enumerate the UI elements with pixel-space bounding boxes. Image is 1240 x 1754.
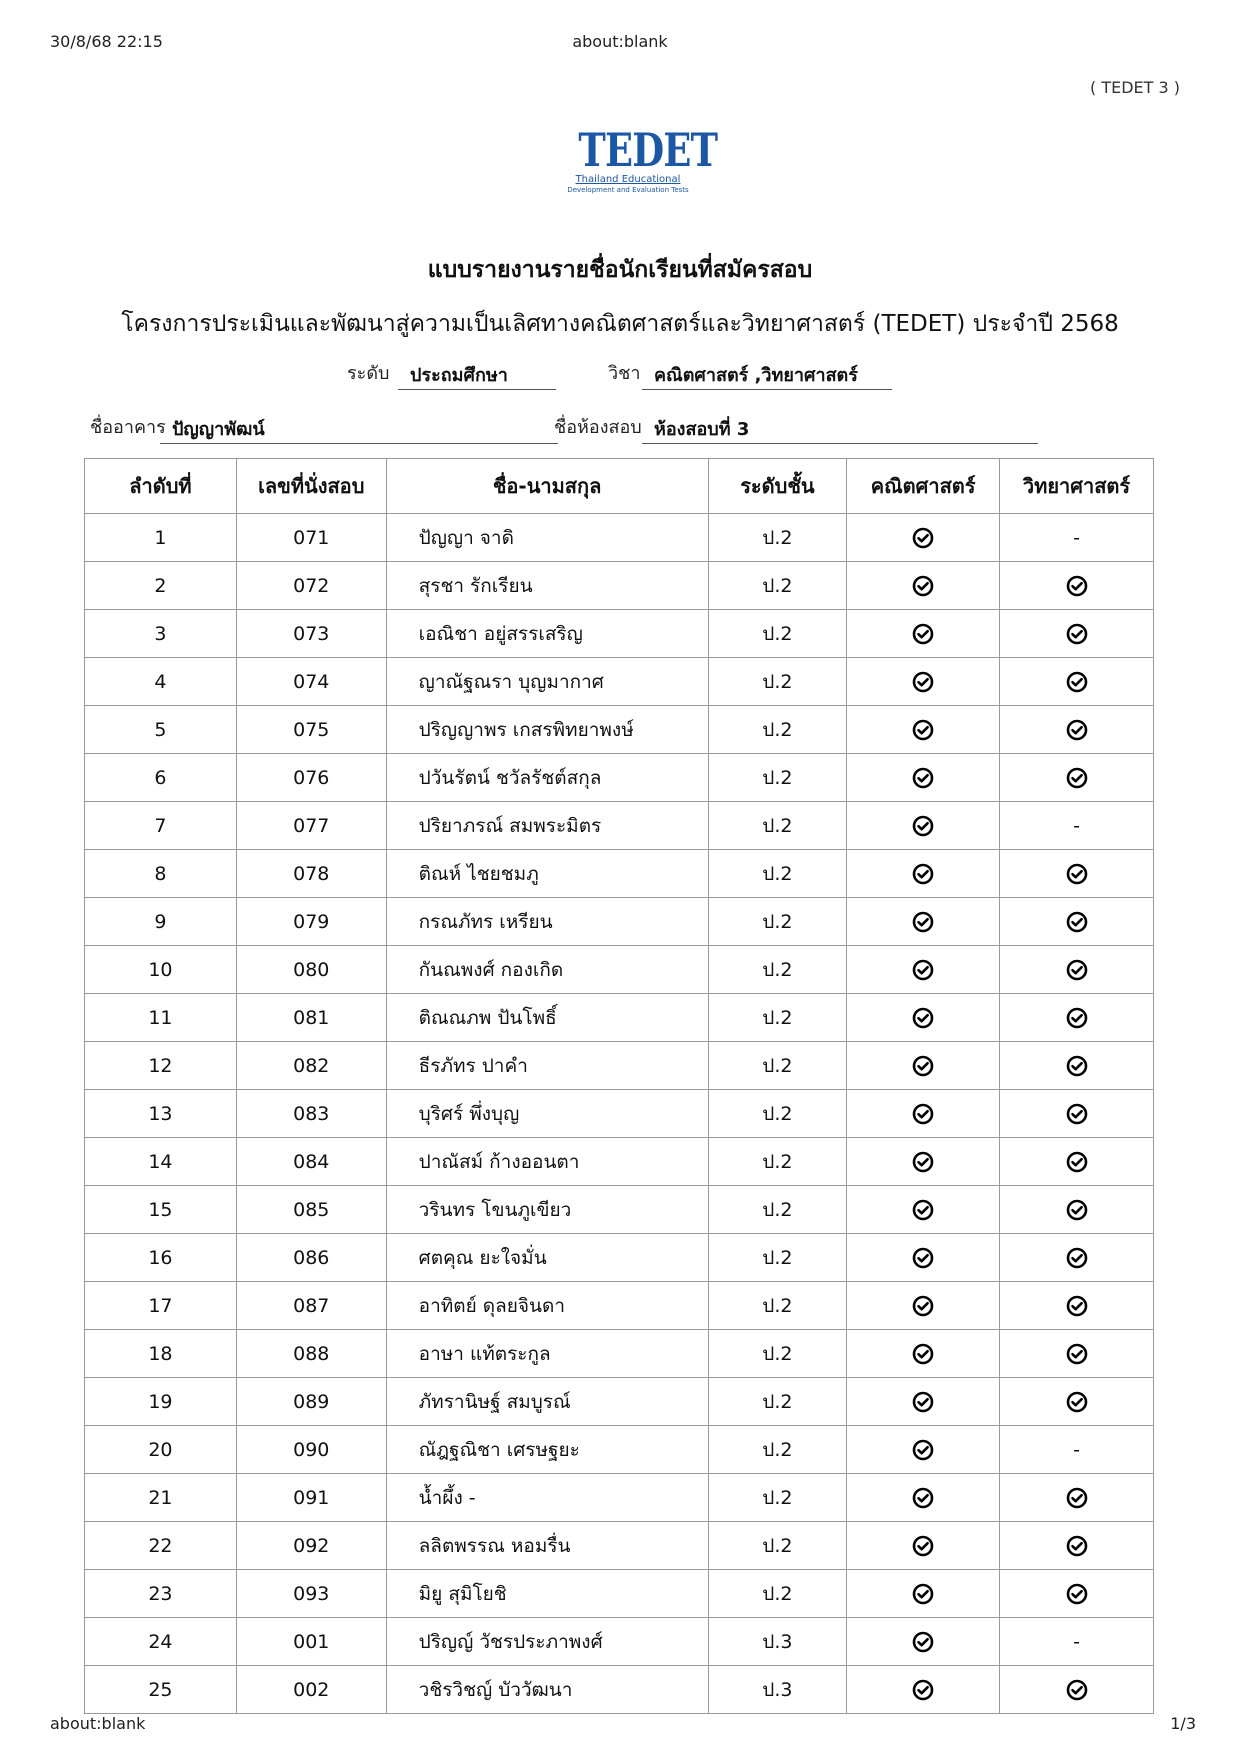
- table-row: [85, 1138, 1154, 1186]
- not-registered-mark: -: [1073, 1438, 1080, 1461]
- row-grade: ป.2: [708, 1522, 847, 1570]
- row-order: 7: [85, 802, 237, 850]
- row-name: น้ำผึ้ง -: [386, 1474, 708, 1522]
- check-circle-icon: [1066, 1007, 1088, 1029]
- row-seat: 074: [236, 658, 386, 706]
- not-registered-mark: -: [1073, 526, 1080, 549]
- row-grade: ป.2: [708, 1282, 847, 1330]
- row-math: [847, 1522, 1000, 1570]
- row-grade: ป.2: [708, 1090, 847, 1138]
- table-row: [85, 562, 1154, 610]
- check-circle-icon: [1066, 863, 1088, 885]
- row-name: ภัทรานิษฐ์ สมบูรณ์: [386, 1378, 708, 1426]
- row-science: [1000, 1186, 1154, 1234]
- logo-wordmark: TEDET: [578, 123, 718, 177]
- check-circle-icon: [1066, 1391, 1088, 1413]
- row-seat: 088: [236, 1330, 386, 1378]
- row-seat: 001: [236, 1618, 386, 1666]
- check-circle-icon: [1066, 1103, 1088, 1125]
- row-science: [1000, 1378, 1154, 1426]
- row-name: วชิรวิชญ์ บัววัฒนา: [386, 1666, 708, 1714]
- table-row: [85, 706, 1154, 754]
- row-order: 23: [85, 1570, 237, 1618]
- row-grade: ป.3: [708, 1618, 847, 1666]
- room-label: ชื่อห้องสอบ: [554, 417, 642, 438]
- row-order: 19: [85, 1378, 237, 1426]
- check-circle-icon: [912, 911, 934, 933]
- table-row: [85, 802, 1154, 850]
- building-value: ปัญญาพัฒน์: [160, 410, 558, 444]
- row-seat: 091: [236, 1474, 386, 1522]
- row-science: [1000, 1282, 1154, 1330]
- row-name: อาษา แท้ตระกูล: [386, 1330, 708, 1378]
- logo-tagline-1: Thailand Educational: [575, 174, 681, 185]
- row-science: [1000, 802, 1154, 850]
- check-circle-icon: [1066, 1295, 1088, 1317]
- row-order: 22: [85, 1522, 237, 1570]
- row-grade: ป.2: [708, 1378, 847, 1426]
- row-name: กรณภัทร เหรียน: [386, 898, 708, 946]
- row-seat: 071: [236, 514, 386, 562]
- row-order: 3: [85, 610, 237, 658]
- row-order: 16: [85, 1234, 237, 1282]
- check-circle-icon: [1066, 1055, 1088, 1077]
- row-seat: 075: [236, 706, 386, 754]
- header-grade: ระดับชั้น: [708, 459, 847, 514]
- table-row: [85, 1330, 1154, 1378]
- header-name: ชื่อ-นามสกุล: [386, 459, 708, 514]
- row-seat: 087: [236, 1282, 386, 1330]
- row-science: [1000, 610, 1154, 658]
- row-science: [1000, 994, 1154, 1042]
- header-science: วิทยาศาสตร์: [1000, 459, 1154, 514]
- row-science: [1000, 898, 1154, 946]
- row-math: [847, 1666, 1000, 1714]
- check-circle-icon: [912, 623, 934, 645]
- row-science: [1000, 1138, 1154, 1186]
- row-science: [1000, 706, 1154, 754]
- row-name: ปวันรัตน์ ชวัลรัชต์สกุล: [386, 754, 708, 802]
- row-seat: 073: [236, 610, 386, 658]
- row-seat: 077: [236, 802, 386, 850]
- row-seat: 083: [236, 1090, 386, 1138]
- row-order: 17: [85, 1282, 237, 1330]
- table-row: [85, 946, 1154, 994]
- row-math: [847, 1378, 1000, 1426]
- row-seat: 002: [236, 1666, 386, 1714]
- row-name: กันณพงศ์ กองเกิด: [386, 946, 708, 994]
- row-name: ปัญญา จาดิ: [386, 514, 708, 562]
- footer-url: about:blank: [50, 1714, 146, 1733]
- row-name: ติณณภพ ปันโพธิ์: [386, 994, 708, 1042]
- check-circle-icon: [1066, 575, 1088, 597]
- row-seat: 089: [236, 1378, 386, 1426]
- table-row: [85, 1570, 1154, 1618]
- row-math: [847, 610, 1000, 658]
- row-math: [847, 1090, 1000, 1138]
- check-circle-icon: [912, 1439, 934, 1461]
- row-order: 6: [85, 754, 237, 802]
- students-table: [84, 458, 1154, 1714]
- row-math: [847, 1042, 1000, 1090]
- row-science: [1000, 1426, 1154, 1474]
- row-grade: ป.2: [708, 1330, 847, 1378]
- row-order: 10: [85, 946, 237, 994]
- building-label: ชื่ออาคาร: [90, 417, 166, 438]
- row-grade: ป.2: [708, 1570, 847, 1618]
- row-seat: 086: [236, 1234, 386, 1282]
- row-science: [1000, 850, 1154, 898]
- check-circle-icon: [912, 719, 934, 741]
- row-order: 4: [85, 658, 237, 706]
- row-grade: ป.2: [708, 1186, 847, 1234]
- table-row: [85, 850, 1154, 898]
- row-name: ปริญญาพร เกสรพิทยาพงษ์: [386, 706, 708, 754]
- row-math: [847, 1282, 1000, 1330]
- row-math: [847, 1570, 1000, 1618]
- row-order: 18: [85, 1330, 237, 1378]
- check-circle-icon: [1066, 1247, 1088, 1269]
- row-name: วรินทร โขนภูเขียว: [386, 1186, 708, 1234]
- row-science: [1000, 1522, 1154, 1570]
- row-order: 13: [85, 1090, 237, 1138]
- row-grade: ป.2: [708, 802, 847, 850]
- row-grade: ป.2: [708, 946, 847, 994]
- row-math: [847, 1330, 1000, 1378]
- row-order: 1: [85, 514, 237, 562]
- row-grade: ป.2: [708, 562, 847, 610]
- row-name: ปาณัสม์ ก้างออนตา: [386, 1138, 708, 1186]
- table-row: [85, 1042, 1154, 1090]
- row-seat: 072: [236, 562, 386, 610]
- row-grade: ป.2: [708, 706, 847, 754]
- row-name: ณัฎฐณิชา เศรษฐยะ: [386, 1426, 708, 1474]
- row-order: 14: [85, 1138, 237, 1186]
- check-circle-icon: [912, 863, 934, 885]
- check-circle-icon: [1066, 1151, 1088, 1173]
- row-seat: 085: [236, 1186, 386, 1234]
- logo-tagline-2: Development and Evaluation Tests: [567, 186, 689, 194]
- room-value: ห้องสอบที่ 3: [642, 410, 1038, 444]
- check-circle-icon: [1066, 623, 1088, 645]
- check-circle-icon: [912, 959, 934, 981]
- table-header-row: [85, 459, 1154, 514]
- table-row: [85, 514, 1154, 562]
- table-row: [85, 1666, 1154, 1714]
- row-name: ญาณัฐณรา บุญมากาศ: [386, 658, 708, 706]
- row-name: อาทิตย์ ดุลยจินดา: [386, 1282, 708, 1330]
- check-circle-icon: [1066, 1583, 1088, 1605]
- row-seat: 078: [236, 850, 386, 898]
- row-math: [847, 850, 1000, 898]
- check-circle-icon: [1066, 1535, 1088, 1557]
- check-circle-icon: [1066, 1487, 1088, 1509]
- check-circle-icon: [1066, 1679, 1088, 1701]
- check-circle-icon: [1066, 767, 1088, 789]
- check-circle-icon: [912, 1535, 934, 1557]
- row-seat: 082: [236, 1042, 386, 1090]
- check-circle-icon: [1066, 1343, 1088, 1365]
- row-science: [1000, 754, 1154, 802]
- row-math: [847, 1138, 1000, 1186]
- row-name: ศตคุณ ยะใจมั่น: [386, 1234, 708, 1282]
- row-grade: ป.3: [708, 1666, 847, 1714]
- row-math: [847, 706, 1000, 754]
- page-number: 1/3: [1170, 1714, 1196, 1733]
- row-seat: 080: [236, 946, 386, 994]
- check-circle-icon: [912, 1151, 934, 1173]
- check-circle-icon: [1066, 911, 1088, 933]
- check-circle-icon: [1066, 1199, 1088, 1221]
- table-row: [85, 658, 1154, 706]
- row-name: เอณิชา อยู่สรรเสริญ: [386, 610, 708, 658]
- row-order: 12: [85, 1042, 237, 1090]
- check-circle-icon: [912, 1487, 934, 1509]
- row-order: 2: [85, 562, 237, 610]
- row-seat: 093: [236, 1570, 386, 1618]
- row-name: ติณห์ ไชยชมภู: [386, 850, 708, 898]
- check-circle-icon: [912, 1007, 934, 1029]
- page-subtitle: โครงการประเมินและพัฒนาสู่ความเป็นเลิศทางคณิตศาสตร์และวิทยาศาสตร์ (TEDET) ประจำปี 2568: [121, 311, 1119, 337]
- check-circle-icon: [912, 1295, 934, 1317]
- check-circle-icon: [912, 527, 934, 549]
- table-row: [85, 1234, 1154, 1282]
- row-grade: ป.2: [708, 754, 847, 802]
- form-tag: ( TEDET 3 ): [1089, 78, 1180, 97]
- row-math: [847, 658, 1000, 706]
- row-name: สุรชา รักเรียน: [386, 562, 708, 610]
- print-datetime: 30/8/68 22:15: [50, 32, 163, 51]
- row-math: [847, 514, 1000, 562]
- check-circle-icon: [912, 1679, 934, 1701]
- row-grade: ป.2: [708, 1042, 847, 1090]
- row-name: ลลิตพรรณ หอมรื่น: [386, 1522, 708, 1570]
- check-circle-icon: [1066, 959, 1088, 981]
- not-registered-mark: -: [1073, 1630, 1080, 1653]
- row-grade: ป.2: [708, 994, 847, 1042]
- tedet-logo: [566, 123, 718, 208]
- table-row: [85, 1426, 1154, 1474]
- row-science: [1000, 1042, 1154, 1090]
- check-circle-icon: [1066, 719, 1088, 741]
- not-registered-mark: -: [1073, 814, 1080, 837]
- check-circle-icon: [912, 767, 934, 789]
- row-seat: 079: [236, 898, 386, 946]
- table-row: [85, 610, 1154, 658]
- row-science: [1000, 1570, 1154, 1618]
- row-seat: 090: [236, 1426, 386, 1474]
- row-science: [1000, 562, 1154, 610]
- check-circle-icon: [912, 1103, 934, 1125]
- row-seat: 076: [236, 754, 386, 802]
- level-value: ประถมศึกษา: [398, 356, 556, 390]
- row-math: [847, 1426, 1000, 1474]
- table-row: [85, 1378, 1154, 1426]
- row-name: ธีรภัทร ปาคำ: [386, 1042, 708, 1090]
- row-name: ปริญญ์ วัชรประภาพงศ์: [386, 1618, 708, 1666]
- subject-value: คณิตศาสตร์ ,วิทยาศาสตร์: [642, 356, 892, 390]
- row-math: [847, 1618, 1000, 1666]
- row-science: [1000, 1090, 1154, 1138]
- check-circle-icon: [912, 1343, 934, 1365]
- row-grade: ป.2: [708, 1426, 847, 1474]
- table-row: [85, 898, 1154, 946]
- subject-label: วิชา: [608, 363, 641, 384]
- check-circle-icon: [912, 1631, 934, 1653]
- row-grade: ป.2: [708, 610, 847, 658]
- row-order: 5: [85, 706, 237, 754]
- row-grade: ป.2: [708, 1474, 847, 1522]
- row-grade: ป.2: [708, 1234, 847, 1282]
- check-circle-icon: [912, 1391, 934, 1413]
- row-grade: ป.2: [708, 514, 847, 562]
- row-science: [1000, 514, 1154, 562]
- header-math: คณิตศาสตร์: [847, 459, 1000, 514]
- row-name: ปริยาภรณ์ สมพระมิตร: [386, 802, 708, 850]
- row-order: 8: [85, 850, 237, 898]
- row-grade: ป.2: [708, 658, 847, 706]
- table-row: [85, 754, 1154, 802]
- row-seat: 084: [236, 1138, 386, 1186]
- row-science: [1000, 1330, 1154, 1378]
- row-seat: 081: [236, 994, 386, 1042]
- row-math: [847, 994, 1000, 1042]
- check-circle-icon: [912, 1247, 934, 1269]
- table-row: [85, 1282, 1154, 1330]
- table-row: [85, 1090, 1154, 1138]
- row-order: 21: [85, 1474, 237, 1522]
- row-order: 15: [85, 1186, 237, 1234]
- row-math: [847, 1234, 1000, 1282]
- check-circle-icon: [912, 1583, 934, 1605]
- row-order: 9: [85, 898, 237, 946]
- table-row: [85, 1474, 1154, 1522]
- page-title: แบบรายงานรายชื่อนักเรียนที่สมัครสอบ: [427, 257, 813, 283]
- row-math: [847, 562, 1000, 610]
- row-math: [847, 802, 1000, 850]
- check-circle-icon: [912, 575, 934, 597]
- row-name: มิยู สุมิโยชิ: [386, 1570, 708, 1618]
- row-order: 11: [85, 994, 237, 1042]
- row-science: [1000, 1234, 1154, 1282]
- row-science: [1000, 1666, 1154, 1714]
- row-science: [1000, 1474, 1154, 1522]
- table-row: [85, 1522, 1154, 1570]
- table-row: [85, 994, 1154, 1042]
- row-order: 20: [85, 1426, 237, 1474]
- table-row: [85, 1186, 1154, 1234]
- row-math: [847, 898, 1000, 946]
- check-circle-icon: [912, 1055, 934, 1077]
- check-circle-icon: [1066, 671, 1088, 693]
- row-order: 24: [85, 1618, 237, 1666]
- check-circle-icon: [912, 815, 934, 837]
- level-label: ระดับ: [347, 363, 390, 384]
- check-circle-icon: [912, 671, 934, 693]
- row-order: 25: [85, 1666, 237, 1714]
- row-seat: 092: [236, 1522, 386, 1570]
- row-math: [847, 1186, 1000, 1234]
- row-science: [1000, 946, 1154, 994]
- row-grade: ป.2: [708, 1138, 847, 1186]
- check-circle-icon: [912, 1199, 934, 1221]
- print-url: about:blank: [572, 32, 668, 51]
- header-order: ลำดับที่: [85, 459, 237, 514]
- row-name: บุริศร์ พึ่งบุญ: [386, 1090, 708, 1138]
- header-seat: เลขที่นั่งสอบ: [236, 459, 386, 514]
- row-science: [1000, 1618, 1154, 1666]
- row-science: [1000, 658, 1154, 706]
- row-math: [847, 1474, 1000, 1522]
- table-row: [85, 1618, 1154, 1666]
- row-math: [847, 754, 1000, 802]
- row-grade: ป.2: [708, 850, 847, 898]
- row-grade: ป.2: [708, 898, 847, 946]
- row-math: [847, 946, 1000, 994]
